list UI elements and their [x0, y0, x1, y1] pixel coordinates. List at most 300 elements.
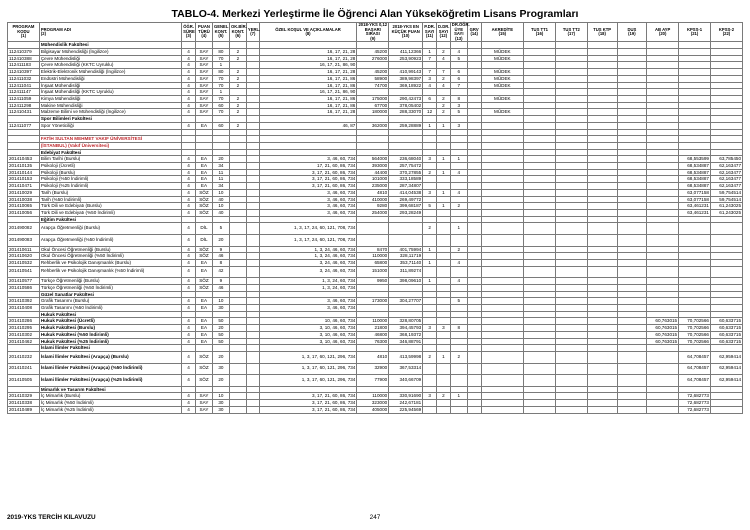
empty-cell — [8, 142, 40, 149]
table-cell: 68,534887 — [679, 176, 711, 183]
table-cell — [710, 62, 742, 69]
empty-cell — [259, 216, 357, 223]
table-cell — [617, 331, 647, 338]
empty-cell — [617, 149, 647, 156]
table-cell — [524, 109, 556, 116]
column-header — [617, 23, 647, 42]
empty-cell — [437, 386, 451, 393]
table-cell: 1 — [437, 351, 451, 363]
empty-cell — [555, 142, 587, 149]
table-cell: 3 — [423, 189, 437, 196]
empty-cell — [617, 291, 647, 298]
table-cell — [587, 325, 617, 332]
table-cell — [679, 266, 711, 278]
empty-cell — [467, 129, 481, 136]
table-cell: 10 — [212, 393, 229, 400]
table-cell — [423, 338, 437, 345]
table-cell: 4 — [182, 102, 196, 109]
table-cell — [555, 122, 587, 129]
empty-cell — [587, 116, 617, 123]
table-cell — [467, 253, 481, 260]
column-header — [182, 23, 196, 42]
faculty-name: Mühendislik Fakültesi — [39, 42, 181, 49]
table-cell: 70,702566 — [679, 338, 711, 345]
table-cell — [647, 363, 679, 375]
table-cell: 2 — [229, 75, 246, 82]
table-cell — [437, 318, 451, 325]
program-name: Kimya Mühendisliği — [39, 96, 181, 103]
table-cell — [647, 163, 679, 170]
table-cell — [389, 62, 423, 69]
table-cell: SÖZ — [195, 196, 212, 203]
column-header-number: (18) — [598, 31, 606, 37]
program-name: Çevre Mühendisliği (KKTC Uyruklu) — [39, 62, 181, 69]
table-cell — [647, 55, 679, 62]
table-cell — [617, 325, 647, 332]
table-cell — [555, 331, 587, 338]
table-cell — [467, 49, 481, 56]
table-cell: 3, 46, 60, 734 — [259, 196, 357, 203]
table-cell: 1 — [423, 49, 437, 56]
table-cell — [555, 176, 587, 183]
table-cell — [647, 209, 679, 216]
table-cell: 62,959414 — [710, 363, 742, 375]
empty-cell — [246, 129, 259, 136]
program-name: Tarih (Burslu) — [39, 189, 181, 196]
table-cell — [246, 49, 259, 56]
column-header — [423, 23, 437, 42]
table-cell: 64,708457 — [679, 375, 711, 387]
table-cell: 3 — [423, 393, 437, 400]
table-cell: SAY — [195, 62, 212, 69]
table-cell — [437, 406, 451, 413]
program-name: Rehberlik ve Psikolojik Danışmanlık (Burslu) — [39, 259, 181, 266]
table-cell — [524, 55, 556, 62]
table-cell — [246, 196, 259, 203]
table-cell: 46, 87 — [259, 122, 357, 129]
page-number: 247 — [369, 514, 381, 521]
table-cell — [587, 284, 617, 291]
program-name: Türk Dili ve Edebiyatı (Burslu) — [39, 203, 181, 210]
empty-cell — [357, 216, 389, 223]
table-cell: 63,077158 — [679, 196, 711, 203]
empty-cell — [679, 386, 711, 393]
empty-cell — [467, 116, 481, 123]
empty-cell — [679, 291, 711, 298]
column-header — [357, 23, 389, 42]
table-cell: 60,633715 — [710, 318, 742, 325]
table-cell — [679, 109, 711, 116]
table-cell — [437, 259, 451, 266]
program-name: Hukuk Fakültesi (%25 İndirimli) — [39, 338, 181, 345]
table-cell — [467, 284, 481, 291]
empty-cell — [212, 116, 229, 123]
empty-cell — [587, 129, 617, 136]
empty-cell — [524, 345, 556, 352]
table-cell — [524, 156, 556, 163]
table-cell: 61,243025 — [710, 203, 742, 210]
table-cell: SAY — [195, 102, 212, 109]
table-cell: 72,682773 — [679, 400, 711, 407]
column-header-number: (17) — [567, 31, 576, 37]
table-cell: SÖZ — [195, 253, 212, 260]
table-cell — [481, 183, 523, 190]
empty-cell — [437, 42, 451, 49]
empty-cell — [710, 311, 742, 318]
table-cell: 4 — [450, 169, 467, 176]
table-cell: 70,702566 — [679, 331, 711, 338]
program-code: 201410586 — [8, 284, 40, 291]
table-cell: 3, 17, 21, 60, 86, 734 — [259, 176, 357, 183]
table-cell: 1 — [437, 156, 451, 163]
table-cell — [423, 196, 437, 203]
table-cell — [587, 122, 617, 129]
empty-cell — [467, 142, 481, 149]
table-cell — [246, 234, 259, 246]
table-cell — [450, 400, 467, 407]
table-cell — [423, 318, 437, 325]
empty-cell — [423, 311, 437, 318]
table-cell — [555, 89, 587, 96]
empty-cell — [212, 149, 229, 156]
table-cell: 21800 — [357, 325, 389, 332]
empty-cell — [524, 311, 556, 318]
table-cell: 3 — [450, 102, 467, 109]
table-cell: 328,80705 — [389, 318, 423, 325]
empty-cell — [647, 149, 679, 156]
table-cell — [450, 266, 467, 278]
empty-cell — [710, 129, 742, 136]
table-cell: 8 — [450, 325, 467, 332]
empty-cell — [423, 142, 437, 149]
column-header — [524, 23, 556, 42]
table-cell — [467, 331, 481, 338]
table-cell: EA — [195, 183, 212, 190]
table-cell: 80 — [212, 49, 229, 56]
table-cell — [481, 89, 523, 96]
table-cell — [524, 82, 556, 89]
empty-cell — [389, 129, 423, 136]
table-cell: 12 — [423, 109, 437, 116]
table-cell: SÖZ — [195, 203, 212, 210]
program-row — [8, 49, 743, 56]
faculty-header-row — [8, 386, 743, 393]
table-cell: 62,163477 — [710, 183, 742, 190]
table-cell — [437, 196, 451, 203]
table-cell — [679, 305, 711, 312]
column-header-number: (19) — [628, 31, 636, 37]
table-cell — [617, 284, 647, 291]
table-cell — [229, 278, 246, 285]
table-cell — [481, 266, 523, 278]
empty-cell — [617, 129, 647, 136]
table-cell — [481, 363, 523, 375]
program-name: İslami İlimler Fakültesi (Arapça) (%25 İndirimli) — [39, 375, 181, 387]
table-cell — [524, 363, 556, 375]
table-cell — [617, 109, 647, 116]
table-cell — [229, 169, 246, 176]
table-cell — [524, 375, 556, 387]
table-cell: 1, 3, 24, 46, 60, 734 — [259, 246, 357, 253]
table-cell — [617, 55, 647, 62]
table-cell — [587, 234, 617, 246]
program-row — [8, 338, 743, 345]
program-name: İslami İlimler Fakültesi (Arapça) (%50 İndirimli) — [39, 363, 181, 375]
column-header-label: KPSS-2 — [718, 26, 735, 32]
table-cell — [647, 298, 679, 305]
program-row — [8, 109, 743, 116]
table-cell: 60 — [212, 122, 229, 129]
empty-cell — [195, 149, 212, 156]
table-cell: 401,75994 — [389, 246, 423, 253]
table-cell — [555, 278, 587, 285]
program-row — [8, 69, 743, 76]
table-cell: 2 — [437, 96, 451, 103]
empty-cell — [195, 291, 212, 298]
table-cell — [246, 331, 259, 338]
table-cell — [437, 246, 451, 253]
table-cell: 80 — [212, 69, 229, 76]
empty-cell — [587, 142, 617, 149]
table-cell: 1 — [212, 89, 229, 96]
table-cell — [679, 284, 711, 291]
empty-cell — [437, 142, 451, 149]
empty-cell — [617, 345, 647, 352]
empty-cell — [524, 116, 556, 123]
table-cell — [710, 278, 742, 285]
empty-cell — [246, 116, 259, 123]
empty-cell — [587, 42, 617, 49]
column-header-label: TUS KTP — [593, 26, 612, 32]
table-cell — [229, 189, 246, 196]
table-cell — [467, 89, 481, 96]
table-cell — [710, 82, 742, 89]
table-cell — [647, 375, 679, 387]
empty-cell — [587, 216, 617, 223]
table-cell — [647, 102, 679, 109]
table-cell — [467, 406, 481, 413]
table-cell: 236,68040 — [389, 156, 423, 163]
faculty-header-row — [8, 345, 743, 352]
table-cell — [710, 305, 742, 312]
empty-cell — [182, 42, 196, 49]
table-cell: 362000 — [357, 122, 389, 129]
table-cell: SAY — [195, 75, 212, 82]
empty-cell — [647, 311, 679, 318]
table-cell: 1 — [423, 246, 437, 253]
table-cell — [710, 55, 742, 62]
empty-cell — [467, 345, 481, 352]
program-name: Türkçe Öğretmenliği (Burslu) — [39, 278, 181, 285]
table-cell — [710, 69, 742, 76]
table-cell: 328,11719 — [389, 253, 423, 260]
table-cell — [710, 122, 742, 129]
table-cell — [587, 331, 617, 338]
faculty-name: Hukuk Fakültesi — [39, 311, 181, 318]
table-cell — [481, 406, 523, 413]
table-cell — [229, 298, 246, 305]
table-cell: 1, 3, 17, 24, 60, 121, 708, 734 — [259, 234, 357, 246]
table-cell: EA — [195, 259, 212, 266]
column-header-number: (1) — [20, 33, 26, 39]
table-cell — [555, 318, 587, 325]
table-cell — [555, 393, 587, 400]
table-cell — [617, 75, 647, 82]
table-cell — [389, 305, 423, 312]
table-cell — [617, 400, 647, 407]
empty-cell — [555, 345, 587, 352]
table-cell: 4 — [182, 109, 196, 116]
program-row — [8, 89, 743, 96]
table-cell — [647, 69, 679, 76]
table-cell: SÖZ — [195, 363, 212, 375]
table-cell: 2 — [450, 246, 467, 253]
empty-cell — [229, 345, 246, 352]
table-cell — [524, 318, 556, 325]
program-row — [8, 351, 743, 363]
table-cell: 70,702566 — [679, 318, 711, 325]
column-header-label: PROGRAM KODU — [12, 24, 35, 34]
table-cell — [524, 305, 556, 312]
table-cell — [617, 259, 647, 266]
empty-cell — [423, 116, 437, 123]
empty-cell — [8, 345, 40, 352]
table-cell — [679, 49, 711, 56]
table-cell: 63,785450 — [710, 156, 742, 163]
empty-cell — [555, 129, 587, 136]
table-cell: 1 — [450, 223, 467, 235]
table-cell: 1, 3, 17, 60, 121, 296, 734 — [259, 375, 357, 387]
empty-cell — [389, 42, 423, 49]
program-code: 201490083 — [8, 234, 40, 246]
program-row — [8, 176, 743, 183]
empty-cell — [246, 345, 259, 352]
empty-cell — [617, 136, 647, 143]
table-cell — [587, 318, 617, 325]
table-cell — [555, 109, 587, 116]
empty-cell — [710, 136, 742, 143]
empty-cell — [195, 116, 212, 123]
table-cell: MÜDEK — [481, 49, 523, 56]
table-cell — [246, 169, 259, 176]
empty-cell — [357, 136, 389, 143]
table-cell — [450, 338, 467, 345]
faculty-name: Edebiyat Fakültesi — [39, 149, 181, 156]
empty-cell — [587, 345, 617, 352]
table-cell: 151000 — [357, 266, 389, 278]
empty-cell — [587, 136, 617, 143]
table-cell — [555, 284, 587, 291]
table-cell — [229, 89, 246, 96]
table-cell: 9950 — [357, 278, 389, 285]
column-header-number: (2) — [40, 31, 46, 37]
table-cell: 34 — [212, 183, 229, 190]
empty-cell — [357, 116, 389, 123]
empty-cell — [423, 345, 437, 352]
program-name: Bilgisayar Mühendisliği (İngilizce) — [39, 49, 181, 56]
table-cell — [246, 305, 259, 312]
column-header-label: KPSS-1 — [686, 26, 703, 32]
table-cell — [524, 203, 556, 210]
empty-cell — [679, 311, 711, 318]
column-header — [481, 23, 523, 42]
empty-cell — [195, 42, 212, 49]
column-header-label: TUS TT1 — [531, 26, 548, 32]
table-cell — [710, 96, 742, 103]
empty-cell — [481, 386, 523, 393]
empty-cell — [229, 216, 246, 223]
table-cell — [481, 122, 523, 129]
table-cell — [587, 62, 617, 69]
table-cell: 398,09610 — [389, 278, 423, 285]
table-cell: 4 — [182, 156, 196, 163]
table-cell — [617, 338, 647, 345]
table-cell — [437, 266, 451, 278]
table-cell — [450, 163, 467, 170]
empty-cell — [389, 386, 423, 393]
table-cell: 63,461231 — [679, 209, 711, 216]
table-cell — [679, 246, 711, 253]
table-cell — [647, 393, 679, 400]
empty-cell — [229, 42, 246, 49]
table-cell — [481, 156, 523, 163]
empty-cell — [357, 291, 389, 298]
empty-cell — [182, 386, 196, 393]
table-cell — [423, 406, 437, 413]
empty-cell — [647, 216, 679, 223]
table-cell — [229, 266, 246, 278]
empty-cell — [679, 216, 711, 223]
table-cell: 4 — [182, 223, 196, 235]
table-cell — [467, 298, 481, 305]
empty-cell — [555, 386, 587, 393]
empty-cell — [710, 142, 742, 149]
table-cell: 10 — [212, 298, 229, 305]
table-cell — [647, 109, 679, 116]
column-header-label: 2018-YKS EN KÜÇÜK PUAN — [391, 24, 420, 34]
table-cell — [710, 234, 742, 246]
table-cell: 10 — [212, 189, 229, 196]
table-cell — [229, 156, 246, 163]
empty-cell — [212, 311, 229, 318]
table-cell: 45200 — [357, 69, 389, 76]
program-code: 201410392 — [8, 298, 40, 305]
table-cell: 2 — [229, 122, 246, 129]
column-header — [389, 23, 423, 42]
table-cell — [423, 266, 437, 278]
table-cell — [555, 246, 587, 253]
table-cell — [524, 196, 556, 203]
table-cell: 4 — [182, 400, 196, 407]
table-cell — [524, 246, 556, 253]
table-cell — [246, 62, 259, 69]
empty-cell — [212, 136, 229, 143]
table-cell: 8470 — [357, 246, 389, 253]
table-cell — [437, 183, 451, 190]
table-cell — [246, 259, 259, 266]
program-name: Hukuk Fakültesi (Ücretli) — [39, 318, 181, 325]
table-cell — [437, 338, 451, 345]
table-cell — [229, 406, 246, 413]
table-cell: 30 — [212, 406, 229, 413]
empty-cell — [481, 42, 523, 49]
program-code: 201410302 — [8, 331, 40, 338]
table-cell — [437, 375, 451, 387]
table-cell — [617, 278, 647, 285]
empty-cell — [587, 149, 617, 156]
table-cell — [587, 266, 617, 278]
table-cell — [555, 49, 587, 56]
